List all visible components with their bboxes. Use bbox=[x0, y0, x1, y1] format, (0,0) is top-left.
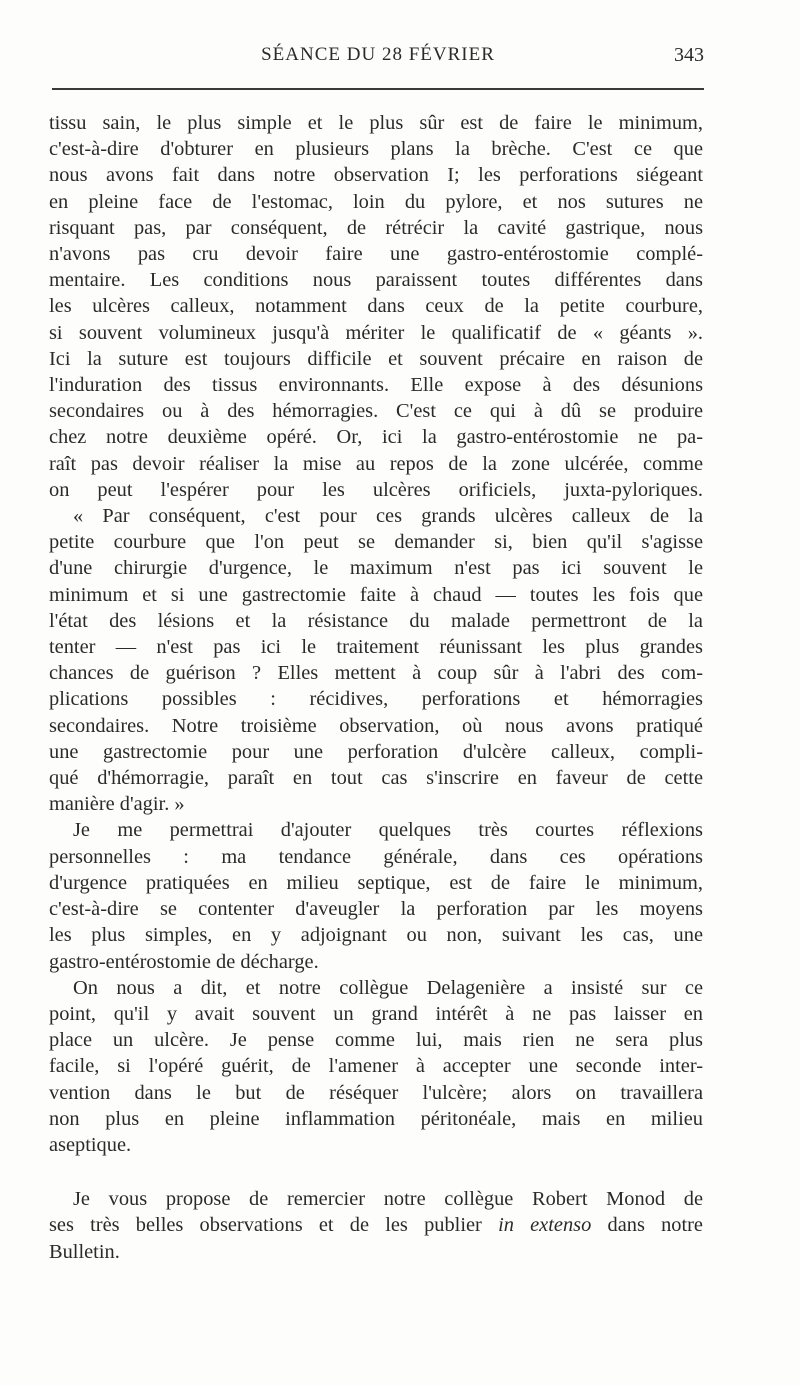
paragraph-4 bbox=[49, 975, 703, 1158]
text-line: c'est-à-dire d'obturer en plusieurs plans la brèche. C'est ce que bbox=[49, 138, 703, 161]
text-line: secondaires ou à des hémorragies. C'est ce qui à dû se produire bbox=[49, 400, 703, 423]
text-line: petite courbure que l'on peut se demander si, bien qu'il s'agisse bbox=[49, 531, 703, 554]
text-line: place un ulcère. Je pense comme lui, mais rien ne sera plus bbox=[49, 1029, 703, 1052]
text-line: qué d'hémorragie, paraît en tout cas s'inscrire en faveur de cette bbox=[49, 767, 703, 790]
text-line: chances de guérison ? Elles mettent à coup sûr à l'abri des com- bbox=[49, 662, 703, 685]
text-line: vention dans le but de réséquer l'ulcère; alors on travaillera bbox=[49, 1081, 703, 1104]
text-line: c'est-à-dire se contenter d'aveugler la perforation par les moyens bbox=[49, 898, 703, 921]
text-segment: dans notre bbox=[607, 1214, 703, 1237]
text-line: minimum et si une gastrectomie faite à chaud — toutes les fois que bbox=[49, 583, 703, 606]
text-line: d'une chirurgie d'urgence, le maximum n'est pas ici souvent le bbox=[49, 557, 703, 580]
text-line: n'avons pas cru devoir faire une gastro-entérostomie complé- bbox=[49, 243, 703, 266]
paragraph-1 bbox=[49, 110, 703, 503]
text-line: on peut l'espérer pour les ulcères orificiels, juxta-pyloriques. bbox=[49, 478, 703, 501]
text-line: l'induration des tissus environnants. Elle expose à des désunions bbox=[49, 374, 703, 397]
paragraph-5 bbox=[49, 1186, 703, 1265]
paragraph-3 bbox=[49, 817, 703, 974]
header-rule bbox=[52, 88, 704, 90]
text-line: point, qu'il y avait souvent un grand intérêt à ne pas laisser en bbox=[49, 1002, 703, 1025]
text-line: Je vous propose de remercier notre collègue Robert Monod de bbox=[73, 1188, 703, 1211]
text-line: risquant pas, par conséquent, de rétrécir la cavité gastrique, nous bbox=[49, 216, 703, 239]
text-line: Bulletin. bbox=[49, 1240, 120, 1263]
text-line: facile, si l'opéré guérit, de l'amener à accepter une seconde inter- bbox=[49, 1055, 703, 1078]
text-line: chez notre deuxième opéré. Or, ici la gastro-entérostomie ne pa- bbox=[49, 426, 703, 449]
text-line: « Par conséquent, c'est pour ces grands ulcères calleux de la bbox=[73, 505, 703, 528]
text-line: si souvent volumineux jusqu'à mériter le qualificatif de « géants ». bbox=[49, 321, 703, 344]
text-line: On nous a dit, et notre collègue Delagenière a insisté sur ce bbox=[73, 976, 703, 999]
text-line: manière d'agir. » bbox=[49, 793, 185, 816]
text-line: aseptique. bbox=[49, 1133, 132, 1156]
text-line: personnelles : ma tendance générale, dans ces opérations bbox=[49, 845, 703, 868]
text-line: plications possibles : récidives, perforations et hémorragies bbox=[49, 688, 703, 711]
text-line: tenter — n'est pas ici le traitement réunissant les plus grandes bbox=[49, 636, 703, 659]
paragraph-2 bbox=[49, 503, 703, 817]
text-line: une gastrectomie pour une perforation d'ulcère calleux, compli- bbox=[49, 740, 703, 763]
text-segment: ses très belles observations et de les publier bbox=[49, 1214, 482, 1237]
text-line: Ici la suture est toujours difficile et souvent précaire en raison de bbox=[49, 347, 703, 370]
text-line: secondaires. Notre troisième observation, où nous avons pratiqué bbox=[49, 714, 703, 737]
text-line: mentaire. Les conditions nous paraissent toutes différentes dans bbox=[49, 269, 703, 292]
italic-phrase: in extenso bbox=[498, 1214, 592, 1237]
text-line: en pleine face de l'estomac, loin du pylore, et nos sutures ne bbox=[49, 190, 703, 213]
running-head bbox=[52, 44, 704, 70]
text-line bbox=[49, 1212, 703, 1238]
text-line: les ulcères calleux, notamment dans ceux de la petite courbure, bbox=[49, 295, 703, 318]
page-number: 343 bbox=[674, 44, 704, 66]
body-text bbox=[49, 110, 703, 1265]
text-line: nous avons fait dans notre observation I; les perforations siégeant bbox=[49, 164, 703, 187]
running-title: SÉANCE DU 28 FÉVRIER bbox=[261, 44, 495, 65]
text-line: tissu sain, le plus simple et le plus sûr est de faire le minimum, bbox=[49, 112, 703, 134]
text-line: les plus simples, en y adjoignant ou non, suivant les cas, une bbox=[49, 924, 703, 947]
text-line: raît pas devoir réaliser la mise au repos de la zone ulcérée, comme bbox=[49, 452, 703, 475]
text-line: non plus en pleine inflammation péritonéale, mais en milieu bbox=[49, 1107, 703, 1130]
text-line: Je me permettrai d'ajouter quelques très courtes réflexions bbox=[73, 819, 703, 842]
text-line: l'état des lésions et la résistance du malade permettront de la bbox=[49, 609, 703, 632]
text-line: d'urgence pratiquées en milieu septique, est de faire le minimum, bbox=[49, 871, 703, 894]
text-line: gastro-entérostomie de décharge. bbox=[49, 950, 319, 973]
